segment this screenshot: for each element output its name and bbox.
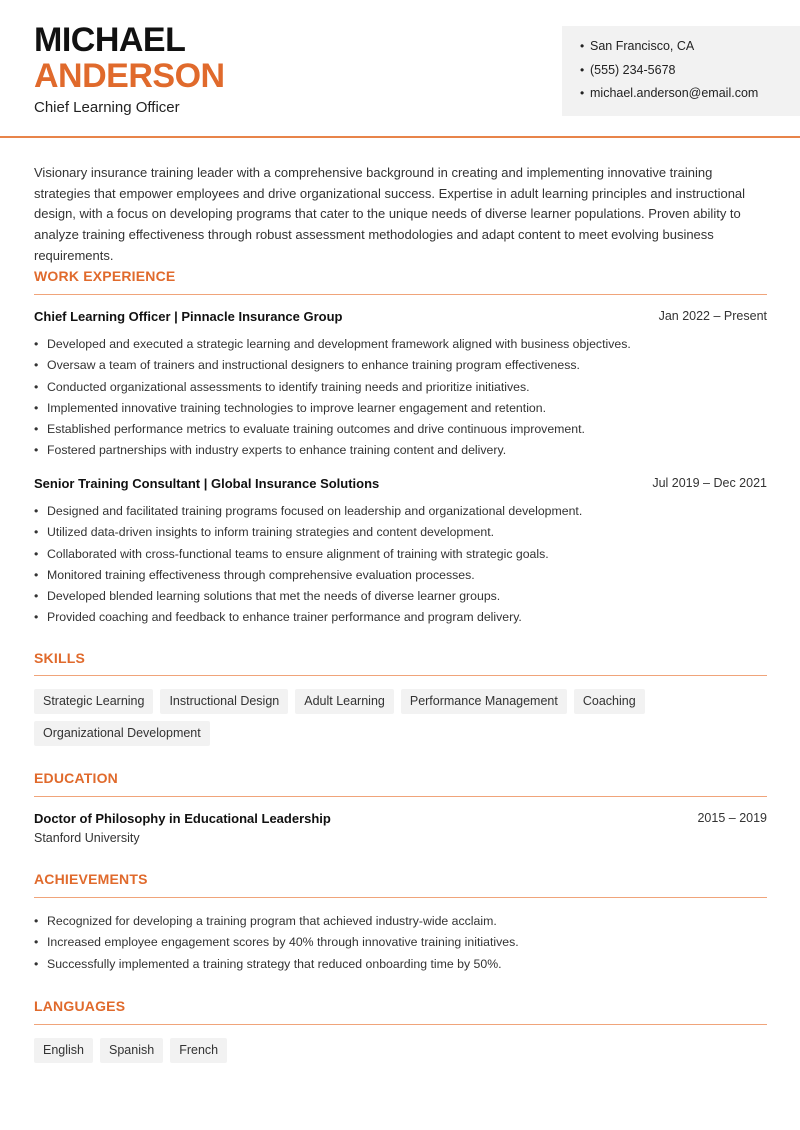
section-divider (34, 796, 767, 797)
bullet-icon: • (34, 337, 39, 351)
section-divider (34, 675, 767, 676)
bullet-icon: • (34, 914, 39, 928)
contact-email (580, 85, 800, 109)
list-item-text: Established performance metrics to evaluate training outcomes and drive continuous improvement. (47, 422, 585, 437)
list-item (34, 913, 767, 934)
section-title-work: WORK EXPERIENCE (34, 268, 176, 284)
list-item-text: Recognized for developing a training program that achieved industry-wide acclaim. (47, 914, 497, 928)
bullet-icon: • (34, 400, 39, 415)
bullet-icon: • (34, 504, 39, 518)
bullet-icon: • (580, 62, 585, 77)
language-chip: English (34, 1038, 93, 1063)
section-title-skills: SKILLS (34, 650, 85, 666)
bullet-icon: • (34, 567, 39, 582)
last-name: ANDERSON (34, 57, 225, 95)
location-text: San Francisco, CA (590, 39, 695, 53)
section-divider (34, 294, 767, 295)
list-item (34, 421, 767, 442)
section-title-achievements: ACHIEVEMENTS (34, 871, 148, 887)
education-dates: 2015 – 2019 (697, 811, 767, 825)
bullet-icon: • (580, 86, 585, 100)
skills-chips (34, 689, 774, 753)
job-title: Chief Learning Officer (34, 99, 180, 116)
list-item-text: Collaborated with cross-functional teams to ensure alignment of training with strategic goals. (47, 546, 549, 561)
bullet-icon: • (34, 443, 39, 458)
language-chips (34, 1038, 774, 1070)
job-bullets (34, 503, 767, 631)
contact-phone (580, 62, 800, 86)
full-name (34, 22, 225, 94)
list-item-text: Successfully implemented a training strategy that reduced onboarding time by 50%. (47, 956, 502, 971)
list-item-text: Oversaw a team of trainers and instructional designers to enhance training program effectiveness. (47, 358, 580, 373)
list-item-text: Utilized data-driven insights to inform training strategies and content development. (47, 525, 495, 540)
school-name: Stanford University (34, 831, 140, 845)
job-header (34, 476, 767, 491)
bullet-icon: • (34, 546, 39, 561)
bullet-icon: • (34, 589, 39, 604)
job-role: Chief Learning Officer | Pinnacle Insurance Group (34, 309, 343, 324)
list-item-text: Increased employee engagement scores by 40% through innovative training initiatives. (47, 935, 519, 950)
job-dates: Jan 2022 – Present (658, 309, 767, 323)
bullet-icon: • (580, 39, 585, 53)
skill-chip: Organizational Development (34, 721, 210, 746)
skill-chip: Performance Management (401, 689, 567, 714)
list-item (34, 524, 767, 545)
job-role: Senior Training Consultant | Global Insurance Solutions (34, 476, 380, 491)
list-item (34, 442, 767, 463)
skill-chip: Instructional Design (160, 689, 288, 714)
section-divider (34, 1024, 767, 1025)
list-item (34, 357, 767, 378)
bullet-icon: • (34, 610, 39, 625)
list-item (34, 934, 767, 955)
contact-location (580, 38, 800, 62)
list-item (34, 588, 767, 609)
achievement-bullets (34, 913, 767, 977)
list-item-text: Conducted organizational assessments to identify training needs and prioritize initiatives. (47, 379, 530, 394)
skill-chip: Coaching (574, 689, 645, 714)
list-item-text: Designed and facilitated training programs focused on leadership and organizational development. (47, 504, 583, 518)
section-divider (34, 897, 767, 898)
section-title-languages: LANGUAGES (34, 998, 126, 1014)
phone-text: (555) 234-5678 (590, 62, 676, 77)
bullet-icon: • (34, 358, 39, 373)
first-name: MICHAEL (34, 21, 186, 59)
list-item (34, 379, 767, 400)
education-header (34, 811, 767, 826)
section-title-education: EDUCATION (34, 770, 118, 786)
bullet-icon: • (34, 935, 39, 950)
list-item-text: Provided coaching and feedback to enhance trainer performance and program delivery. (47, 610, 522, 625)
list-item-text: Fostered partnerships with industry experts to enhance training content and delivery. (47, 443, 507, 458)
summary: Visionary insurance training leader with a comprehensive background in creating and implementing innovative training strategies that empower employees and drive organizational success. Expertise in adult learning principles and instructional design, with a focus on developing programs that cater to the unique needs of diverse learner populations. Proven ability to analyze training effectiveness through robust assessment methodologies and adapt content to meet evolving business requirements. (34, 165, 746, 263)
list-item-text: Developed blended learning solutions that met the needs of diverse learner groups. (47, 589, 501, 604)
contact-box (562, 26, 800, 116)
list-item (34, 567, 767, 588)
list-item (34, 546, 767, 567)
bullet-icon: • (34, 422, 39, 437)
list-item-text: Implemented innovative training technologies to improve learner engagement and retention. (47, 400, 547, 415)
resume-header (0, 0, 800, 138)
list-item (34, 400, 767, 421)
bullet-icon: • (34, 525, 39, 540)
bullet-icon: • (34, 956, 39, 971)
list-item (34, 336, 767, 357)
language-chip: Spanish (100, 1038, 163, 1063)
job-header (34, 309, 767, 324)
degree: Doctor of Philosophy in Educational Leadership (34, 811, 331, 826)
list-item-text: Developed and executed a strategic learning and development framework aligned with business objectives. (47, 337, 631, 351)
job-bullets (34, 336, 767, 464)
list-item-text: Monitored training effectiveness through comprehensive evaluation processes. (47, 567, 475, 582)
list-item (34, 503, 767, 524)
list-item (34, 609, 767, 630)
list-item (34, 956, 767, 977)
job-dates: Jul 2019 – Dec 2021 (652, 476, 767, 490)
language-chip: French (170, 1038, 227, 1063)
skill-chip: Strategic Learning (34, 689, 153, 714)
email-text: michael.anderson@email.com (590, 86, 759, 100)
bullet-icon: • (34, 379, 39, 394)
skill-chip: Adult Learning (295, 689, 394, 714)
